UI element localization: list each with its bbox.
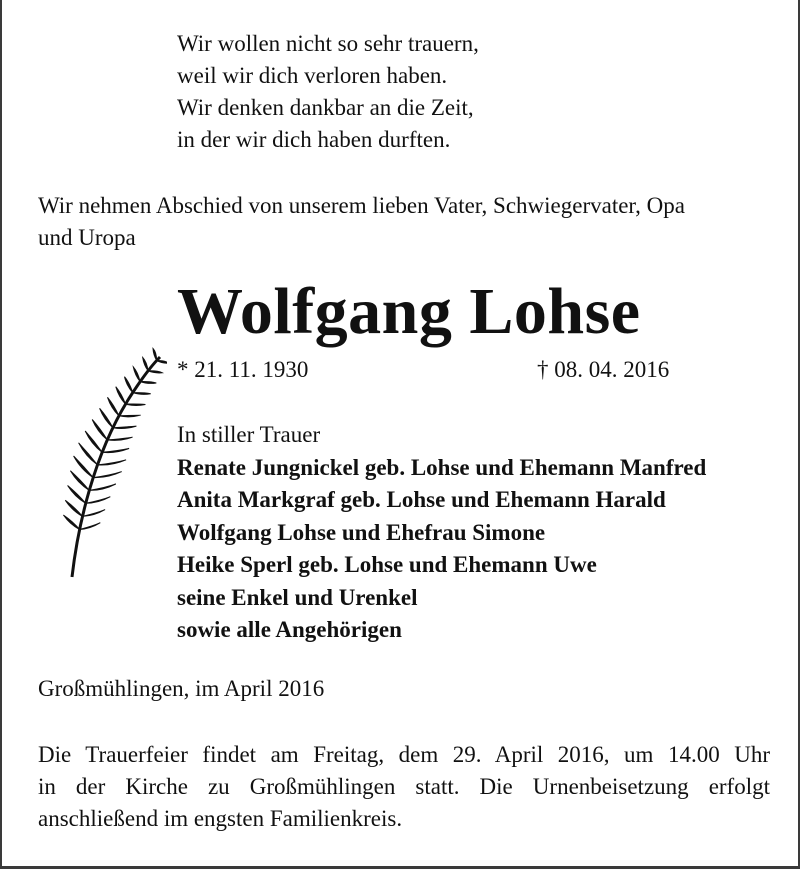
mourner-entry: Wolfgang Lohse und Ehefrau Simone: [177, 519, 546, 545]
poem-line: Wir denken dankbar an die Zeit,: [177, 95, 474, 120]
mourners-heading: In stiller Trauer: [177, 422, 321, 447]
palm-leaflet: [125, 377, 133, 393]
palm-leaflet: [140, 382, 156, 384]
palm-leaflet: [119, 415, 141, 417]
palm-leaf-icon: [32, 345, 167, 585]
poem-line: weil wir dich verloren haben.: [177, 63, 448, 88]
palm-leaflet: [108, 397, 119, 416]
palm-leaflet: [133, 393, 151, 395]
funeral-line: Die Trauerfeier findet am Freitag, dem 29. April 2016, um 14.00 Uhr: [38, 742, 770, 767]
palm-leaflet: [92, 420, 107, 440]
birth-date: * 21. 11. 1930: [177, 357, 309, 382]
palm-leaflet: [63, 515, 79, 530]
poem-line: in der wir dich haben durften.: [177, 127, 451, 152]
memorial-poem: [177, 28, 479, 156]
palm-leaflet: [68, 486, 86, 504]
palm-leaflet: [93, 472, 122, 478]
intro-line: und Uropa: [38, 225, 136, 250]
funeral-line: in der Kirche zu Großmühlingen statt. Die Urnenbeisetzung erfolgt: [38, 774, 770, 799]
palm-leaflet: [65, 500, 82, 516]
funeral-information: [38, 739, 770, 835]
palm-leaflet: [148, 371, 162, 373]
palm-leaflet: [107, 437, 132, 440]
palm-leaflet: [98, 460, 127, 465]
palm-leaflet: [157, 360, 167, 363]
intro-line: Wir nehmen Abschied von unserem lieben Vater, Schwiegervater, Opa: [38, 193, 685, 218]
funeral-line: anschließend im engsten Familienkreis.: [38, 806, 403, 831]
palm-leaflet: [85, 431, 102, 452]
place-and-date: Großmühlingen, im April 2016: [38, 676, 325, 701]
palm-leaflet: [116, 387, 126, 404]
palm-leaflet: [100, 408, 113, 427]
palm-leaflet: [70, 471, 89, 491]
poem-line: Wir wollen nicht so sehr trauern,: [177, 31, 479, 56]
palm-leaflet: [83, 510, 106, 517]
mourner-entry: Anita Markgraf geb. Lohse und Ehemann Harald: [177, 487, 666, 512]
palm-leaflet: [89, 484, 116, 490]
mourner-entry: Renate Jungnickel geb. Lohse und Ehemann Manfred: [177, 454, 707, 480]
palm-leaflet: [80, 523, 101, 530]
mourner-entry: Heike Sperl geb. Lohse und Ehemann Uwe: [177, 552, 597, 577]
death-date: † 08. 04. 2016: [537, 357, 670, 382]
mourner-entry: sowie alle Angehörigen: [177, 617, 402, 642]
farewell-intro: [38, 190, 778, 254]
palm-leaflet: [143, 358, 148, 371]
deceased-name: Wolfgang Lohse: [177, 275, 641, 348]
palm-leaflet: [86, 497, 111, 504]
palm-leaflet: [126, 404, 146, 406]
mourners-list: [177, 419, 706, 647]
mourner-entry: seine Enkel und Urenkel: [177, 584, 418, 610]
palm-leaflet: [102, 448, 129, 452]
palm-leaflet: [113, 426, 136, 428]
palm-leaflet: [153, 349, 157, 361]
palm-leaflet: [133, 367, 140, 382]
